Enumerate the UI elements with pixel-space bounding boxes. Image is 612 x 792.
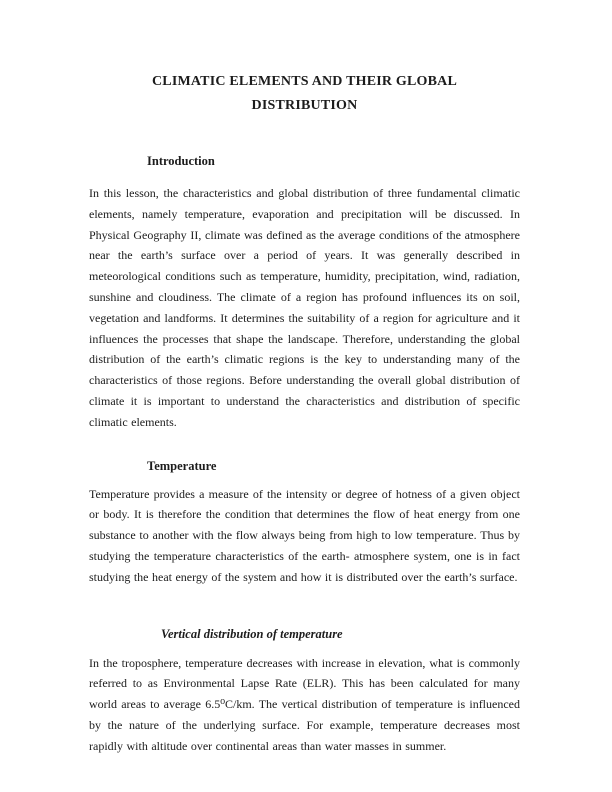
document-title-line-2: DISTRIBUTION (251, 98, 358, 113)
section-heading-temperature: Temperature (147, 458, 217, 473)
document-title (89, 70, 520, 118)
paragraph-temperature: Temperature provides a measure of the intensity or degree of hotness of a given object or body. It is therefore the condition that determines the flow of heat energy from one substance to another with the flow always being from high to low temperature. Thus by studying the temperature characteristics of the earth- atmosphere system, one is in fact studying the heat energy of the system and how it is distributed over the earth’s surface. (89, 486, 520, 584)
paragraph-introduction: In this lesson, the characteristics and global distribution of three fundamental climatic elements, namely temperature, evaporation and precipitation will be discussed. In Physical Geography II, climate was defined as the average conditions of the atmosphere near the earth’s surface over a period of years. It was generally described in meteorological conditions such as temperature, humidity, precipitation, wind, radiation, sunshine and cloudiness. The climate of a region has profound influences its on soil, vegetation and landforms. It determines the suitability of a region for agriculture and it influences the processes that shape the landscape. Therefore, understanding the global distribution of the earth’s climatic regions is the key to understanding many of the characteristics of those regions. Before understanding the overall global distribution of climate it is important to understand the characteristics and distribution of specific climatic elements. (89, 186, 520, 429)
section-heading-introduction: Introduction (147, 154, 215, 168)
document-title-line-1: CLIMATIC ELEMENTS AND THEIR GLOBAL (151, 74, 457, 89)
section-heading-vertical-distribution: Vertical distribution of temperature (161, 626, 343, 641)
paragraph-vertical-distribution: In the troposphere, temperature decreases with increase in elevation, what is commonly referred to as Environmental Lapse Rate (ELR). This has been calculated for many world areas to average 6.5⁰C/km. The vertical distribution of temperature is influenced by the nature of the underlying surface. For example, temperature decreases most rapidly with altitude over continental areas than water masses in summer. (89, 655, 520, 753)
